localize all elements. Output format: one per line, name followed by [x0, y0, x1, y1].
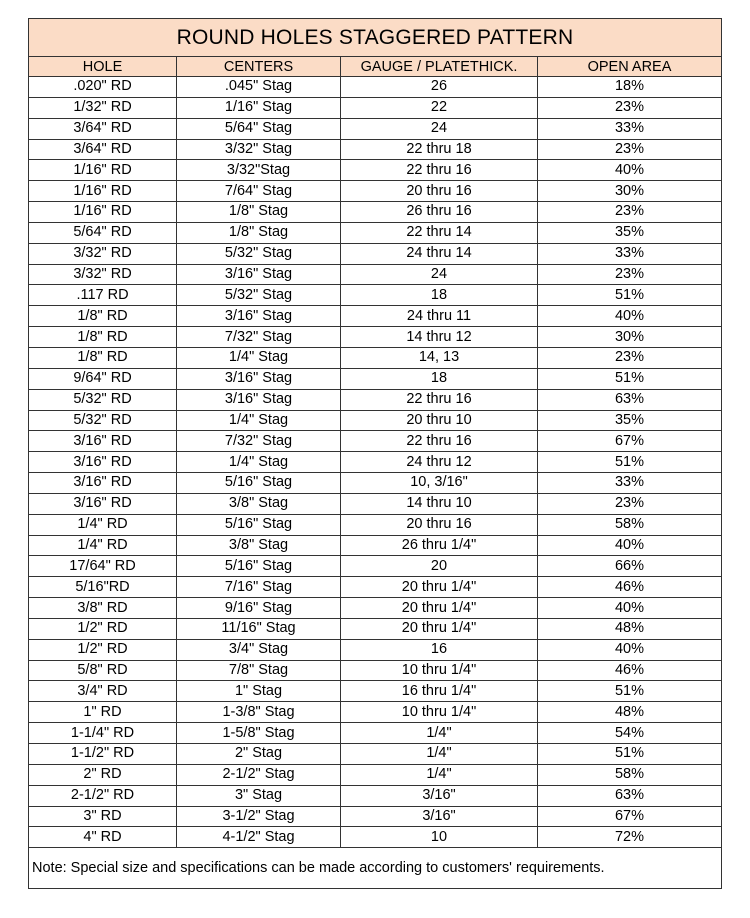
gauge-cell: 20 thru 1/4": [341, 577, 538, 598]
hole-cell: 2-1/2" RD: [29, 785, 177, 806]
gauge-cell: 20 thru 16: [341, 514, 538, 535]
hole-cell: 4" RD: [29, 827, 177, 848]
centers-cell: 1/8" Stag: [177, 222, 341, 243]
table-row: [29, 181, 722, 202]
open-area-cell: 23%: [538, 202, 722, 223]
hole-cell: 1/8" RD: [29, 327, 177, 348]
gauge-cell: 22 thru 16: [341, 160, 538, 181]
table-row: [29, 452, 722, 473]
centers-cell: 9/16" Stag: [177, 598, 341, 619]
centers-cell: 1/4" Stag: [177, 410, 341, 431]
table-row: [29, 77, 722, 98]
open-area-cell: 33%: [538, 243, 722, 264]
table-body: [29, 77, 722, 848]
column-header-centers: CENTERS: [177, 57, 341, 77]
gauge-cell: 26 thru 16: [341, 202, 538, 223]
centers-cell: 3/32"Stag: [177, 160, 341, 181]
table-row: [29, 639, 722, 660]
table-row: [29, 327, 722, 348]
centers-cell: 1/16" Stag: [177, 97, 341, 118]
open-area-cell: 54%: [538, 723, 722, 744]
hole-cell: 1-1/2" RD: [29, 744, 177, 765]
gauge-cell: 24 thru 12: [341, 452, 538, 473]
gauge-cell: 1/4": [341, 764, 538, 785]
hole-cell: 3/16" RD: [29, 452, 177, 473]
hole-cell: 5/64" RD: [29, 222, 177, 243]
hole-cell: 3/16" RD: [29, 473, 177, 494]
centers-cell: 1/4" Stag: [177, 452, 341, 473]
open-area-cell: 46%: [538, 660, 722, 681]
gauge-cell: 3/16": [341, 806, 538, 827]
open-area-cell: 23%: [538, 264, 722, 285]
gauge-cell: 10 thru 1/4": [341, 702, 538, 723]
open-area-cell: 63%: [538, 785, 722, 806]
hole-cell: 5/16"RD: [29, 577, 177, 598]
gauge-cell: 22: [341, 97, 538, 118]
centers-cell: 2-1/2" Stag: [177, 764, 341, 785]
hole-cell: 3/64" RD: [29, 118, 177, 139]
centers-cell: 7/64" Stag: [177, 181, 341, 202]
table-row: [29, 389, 722, 410]
table-row: [29, 723, 722, 744]
table-row: [29, 827, 722, 848]
gauge-cell: 26: [341, 77, 538, 98]
centers-cell: 5/64" Stag: [177, 118, 341, 139]
title-row: [29, 19, 722, 57]
gauge-cell: 10: [341, 827, 538, 848]
hole-cell: 3/64" RD: [29, 139, 177, 160]
open-area-cell: 66%: [538, 556, 722, 577]
centers-cell: 3" Stag: [177, 785, 341, 806]
hole-cell: 1/4" RD: [29, 514, 177, 535]
open-area-cell: 35%: [538, 222, 722, 243]
gauge-cell: 16: [341, 639, 538, 660]
table-row: [29, 160, 722, 181]
centers-cell: 3/8" Stag: [177, 535, 341, 556]
gauge-cell: 24: [341, 118, 538, 139]
centers-cell: 1-3/8" Stag: [177, 702, 341, 723]
open-area-cell: 30%: [538, 181, 722, 202]
gauge-cell: 10, 3/16": [341, 473, 538, 494]
table-row: [29, 535, 722, 556]
centers-cell: 5/16" Stag: [177, 473, 341, 494]
centers-cell: 5/32" Stag: [177, 285, 341, 306]
open-area-cell: 35%: [538, 410, 722, 431]
centers-cell: 7/16" Stag: [177, 577, 341, 598]
table-row: [29, 347, 722, 368]
open-area-cell: 58%: [538, 764, 722, 785]
gauge-cell: 14, 13: [341, 347, 538, 368]
table-row: [29, 598, 722, 619]
hole-cell: 3/16" RD: [29, 431, 177, 452]
open-area-cell: 51%: [538, 285, 722, 306]
centers-cell: 7/32" Stag: [177, 431, 341, 452]
hole-cell: 5/8" RD: [29, 660, 177, 681]
gauge-cell: 3/16": [341, 785, 538, 806]
table-row: [29, 410, 722, 431]
header-row: [29, 57, 722, 77]
open-area-cell: 33%: [538, 118, 722, 139]
table-row: [29, 118, 722, 139]
centers-cell: .045" Stag: [177, 77, 341, 98]
table-row: [29, 202, 722, 223]
open-area-cell: 40%: [538, 306, 722, 327]
table-row: [29, 702, 722, 723]
centers-cell: 3/32" Stag: [177, 139, 341, 160]
hole-cell: 2" RD: [29, 764, 177, 785]
table-row: [29, 618, 722, 639]
table-row: [29, 306, 722, 327]
hole-cell: 1/2" RD: [29, 618, 177, 639]
gauge-cell: 18: [341, 285, 538, 306]
centers-cell: 1" Stag: [177, 681, 341, 702]
gauge-cell: 26 thru 1/4": [341, 535, 538, 556]
open-area-cell: 23%: [538, 97, 722, 118]
centers-cell: 5/16" Stag: [177, 556, 341, 577]
table-row: [29, 514, 722, 535]
centers-cell: 7/8" Stag: [177, 660, 341, 681]
hole-cell: 1/16" RD: [29, 160, 177, 181]
table-row: [29, 577, 722, 598]
hole-cell: 1/32" RD: [29, 97, 177, 118]
hole-cell: 3" RD: [29, 806, 177, 827]
open-area-cell: 67%: [538, 431, 722, 452]
hole-cell: 3/8" RD: [29, 598, 177, 619]
centers-cell: 2" Stag: [177, 744, 341, 765]
open-area-cell: 46%: [538, 577, 722, 598]
note-row: [29, 848, 722, 889]
hole-cell: 3/32" RD: [29, 264, 177, 285]
hole-cell: 1-1/4" RD: [29, 723, 177, 744]
hole-cell: 1/16" RD: [29, 181, 177, 202]
centers-cell: 3-1/2" Stag: [177, 806, 341, 827]
gauge-cell: 22 thru 14: [341, 222, 538, 243]
centers-cell: 3/16" Stag: [177, 264, 341, 285]
gauge-cell: 1/4": [341, 744, 538, 765]
table-row: [29, 473, 722, 494]
hole-cell: 5/32" RD: [29, 410, 177, 431]
footnote: Note: Special size and specifications can be made according to customers' requirements.: [29, 848, 722, 889]
table-row: [29, 243, 722, 264]
hole-cell: 3/32" RD: [29, 243, 177, 264]
gauge-cell: 20: [341, 556, 538, 577]
centers-cell: 1-5/8" Stag: [177, 723, 341, 744]
gauge-cell: 22 thru 18: [341, 139, 538, 160]
open-area-cell: 48%: [538, 702, 722, 723]
open-area-cell: 40%: [538, 598, 722, 619]
hole-cell: .117 RD: [29, 285, 177, 306]
table-row: [29, 660, 722, 681]
centers-cell: 1/4" Stag: [177, 347, 341, 368]
hole-cell: 1/4" RD: [29, 535, 177, 556]
open-area-cell: 18%: [538, 77, 722, 98]
table-row: [29, 264, 722, 285]
open-area-cell: 30%: [538, 327, 722, 348]
hole-cell: 1/16" RD: [29, 202, 177, 223]
gauge-cell: 14 thru 10: [341, 493, 538, 514]
open-area-cell: 63%: [538, 389, 722, 410]
centers-cell: 3/16" Stag: [177, 306, 341, 327]
gauge-cell: 22 thru 16: [341, 389, 538, 410]
open-area-cell: 48%: [538, 618, 722, 639]
gauge-cell: 24 thru 11: [341, 306, 538, 327]
hole-cell: .020" RD: [29, 77, 177, 98]
open-area-cell: 40%: [538, 639, 722, 660]
gauge-cell: 24 thru 14: [341, 243, 538, 264]
centers-cell: 1/8" Stag: [177, 202, 341, 223]
gauge-cell: 20 thru 1/4": [341, 618, 538, 639]
open-area-cell: 40%: [538, 160, 722, 181]
table-row: [29, 806, 722, 827]
gauge-cell: 22 thru 16: [341, 431, 538, 452]
centers-cell: 4-1/2" Stag: [177, 827, 341, 848]
table-row: [29, 764, 722, 785]
gauge-cell: 14 thru 12: [341, 327, 538, 348]
hole-cell: 1/8" RD: [29, 306, 177, 327]
gauge-cell: 10 thru 1/4": [341, 660, 538, 681]
centers-cell: 3/16" Stag: [177, 368, 341, 389]
gauge-cell: 20 thru 1/4": [341, 598, 538, 619]
column-header-open-area: OPEN AREA: [538, 57, 722, 77]
column-header-gauge: GAUGE / PLATETHICK.: [341, 57, 538, 77]
open-area-cell: 67%: [538, 806, 722, 827]
centers-cell: 3/4" Stag: [177, 639, 341, 660]
open-area-cell: 23%: [538, 139, 722, 160]
open-area-cell: 58%: [538, 514, 722, 535]
column-header-hole: HOLE: [29, 57, 177, 77]
open-area-cell: 51%: [538, 368, 722, 389]
hole-cell: 3/4" RD: [29, 681, 177, 702]
open-area-cell: 23%: [538, 493, 722, 514]
table-row: [29, 139, 722, 160]
table-row: [29, 556, 722, 577]
gauge-cell: 20 thru 16: [341, 181, 538, 202]
centers-cell: 3/8" Stag: [177, 493, 341, 514]
centers-cell: 5/32" Stag: [177, 243, 341, 264]
hole-cell: 9/64" RD: [29, 368, 177, 389]
open-area-cell: 51%: [538, 681, 722, 702]
hole-cell: 1/8" RD: [29, 347, 177, 368]
hole-cell: 1" RD: [29, 702, 177, 723]
table-row: [29, 744, 722, 765]
open-area-cell: 51%: [538, 744, 722, 765]
hole-cell: 3/16" RD: [29, 493, 177, 514]
table-row: [29, 431, 722, 452]
table-row: [29, 285, 722, 306]
gauge-cell: 16 thru 1/4": [341, 681, 538, 702]
table-row: [29, 681, 722, 702]
table-row: [29, 493, 722, 514]
round-holes-table: [28, 18, 722, 889]
table-title: ROUND HOLES STAGGERED PATTERN: [29, 19, 722, 57]
gauge-cell: 18: [341, 368, 538, 389]
gauge-cell: 20 thru 10: [341, 410, 538, 431]
gauge-cell: 1/4": [341, 723, 538, 744]
hole-cell: 1/2" RD: [29, 639, 177, 660]
hole-cell: 5/32" RD: [29, 389, 177, 410]
centers-cell: 7/32" Stag: [177, 327, 341, 348]
table-row: [29, 222, 722, 243]
open-area-cell: 40%: [538, 535, 722, 556]
table-row: [29, 97, 722, 118]
table-row: [29, 785, 722, 806]
open-area-cell: 51%: [538, 452, 722, 473]
table-row: [29, 368, 722, 389]
centers-cell: 5/16" Stag: [177, 514, 341, 535]
hole-cell: 17/64" RD: [29, 556, 177, 577]
centers-cell: 3/16" Stag: [177, 389, 341, 410]
gauge-cell: 24: [341, 264, 538, 285]
centers-cell: 11/16" Stag: [177, 618, 341, 639]
open-area-cell: 72%: [538, 827, 722, 848]
open-area-cell: 33%: [538, 473, 722, 494]
open-area-cell: 23%: [538, 347, 722, 368]
